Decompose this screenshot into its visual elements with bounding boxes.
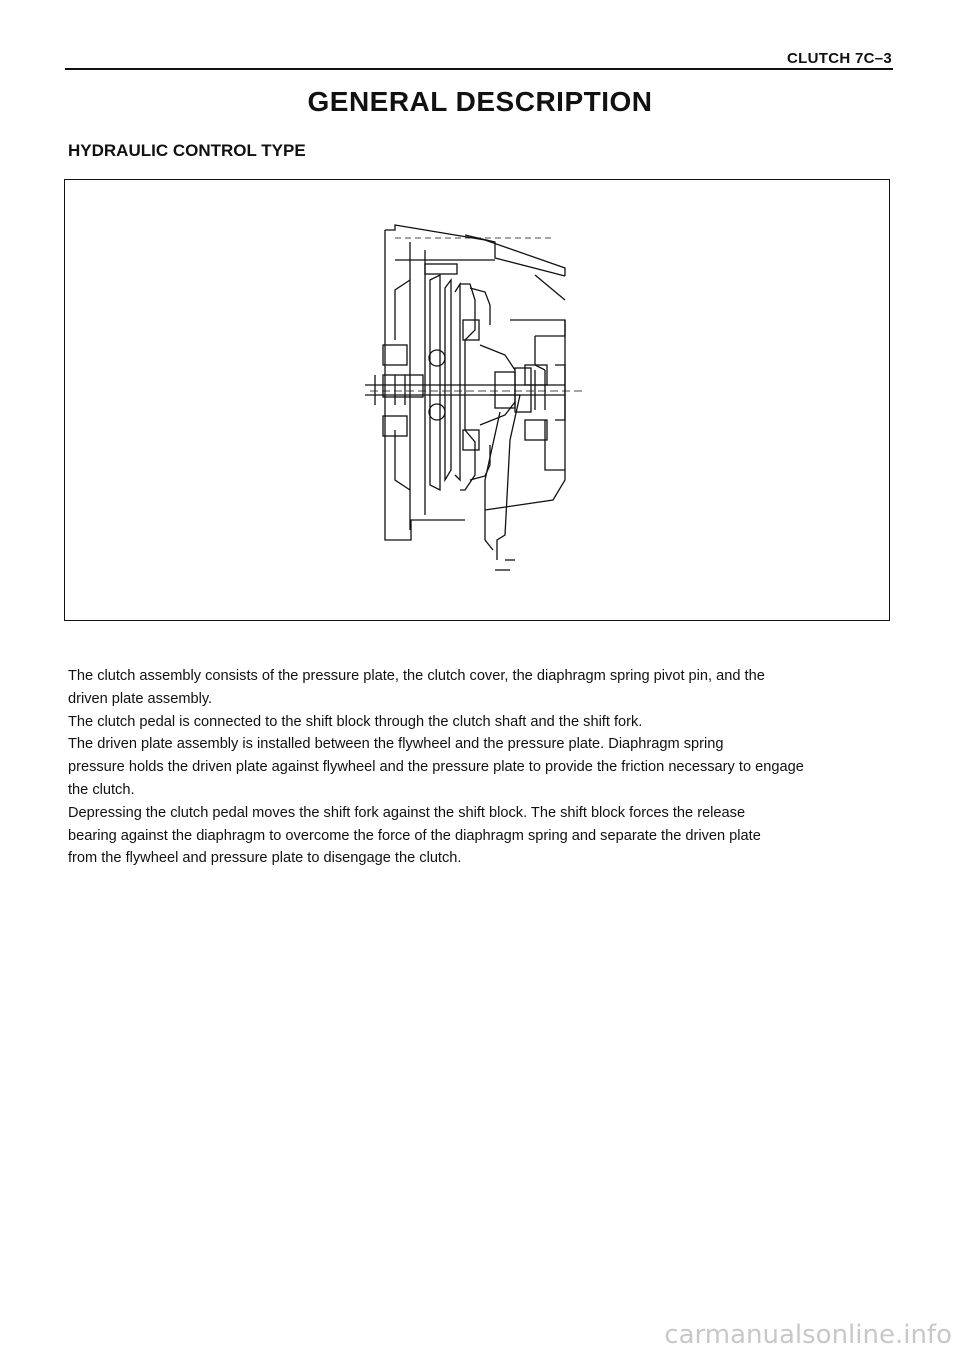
body-line-6: the clutch.	[68, 781, 135, 798]
clutch-cross-section-drawing	[65, 180, 891, 622]
section-heading: HYDRAULIC CONTROL TYPE	[68, 141, 306, 160]
clutch-diagram-figure	[64, 179, 890, 621]
page-title: GENERAL DESCRIPTION	[307, 86, 653, 117]
body-line-8: bearing against the diaphragm to overcome the force of the diaphragm spring and separate the driven plate	[68, 827, 761, 844]
body-line-4: The driven plate assembly is installed between the flywheel and the pressure plate. Diaphragm spring	[68, 736, 724, 753]
body-text	[68, 665, 868, 870]
header-section-label: CLUTCH 7C–3	[787, 50, 892, 67]
body-line-2: driven plate assembly.	[68, 690, 213, 707]
body-line-9: from the flywheel and pressure plate to disengage the clutch.	[68, 850, 462, 867]
body-line-7: Depressing the clutch pedal moves the shift fork against the shift block. The shift block forces the release	[68, 804, 746, 821]
body-line-3: The clutch pedal is connected to the shift block through the clutch shaft and the shift fork.	[68, 713, 643, 730]
watermark-text: carmanualsonline.info	[664, 1320, 952, 1350]
body-line-1: The clutch assembly consists of the pressure plate, the clutch cover, the diaphragm spring pivot pin, and the	[68, 668, 765, 684]
header-rule	[65, 68, 893, 70]
body-line-5: pressure holds the driven plate against flywheel and the pressure plate to provide the friction necessary to engage	[68, 759, 804, 776]
